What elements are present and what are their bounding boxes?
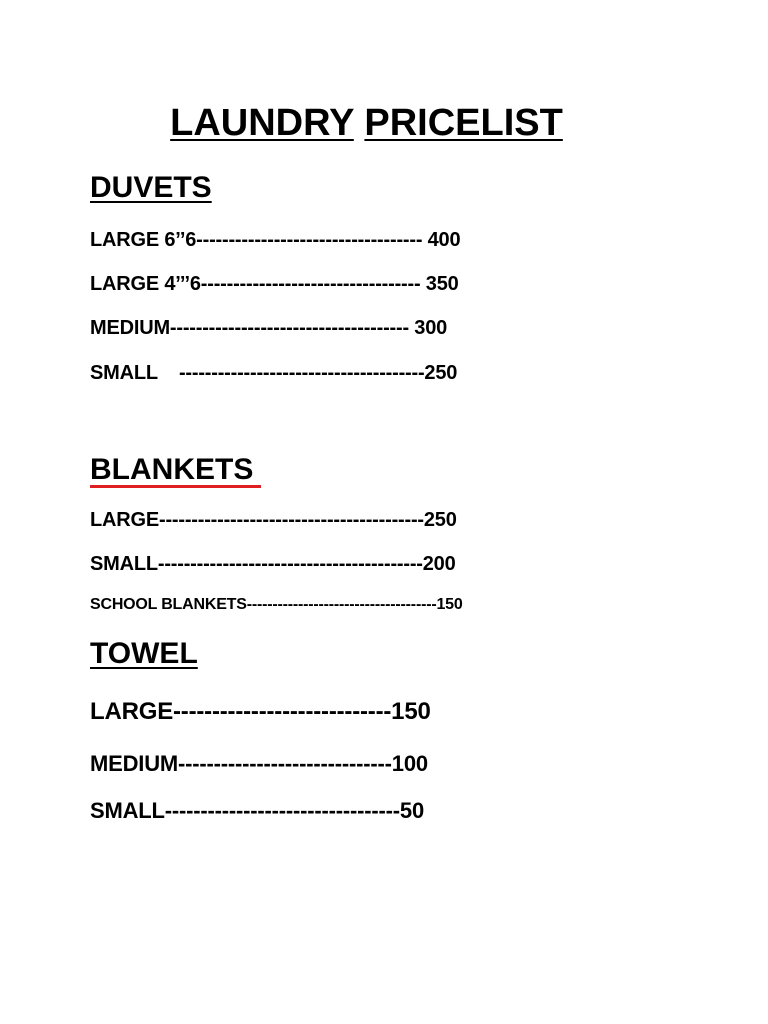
towel-heading-text: TOWEL <box>90 637 198 670</box>
blankets-item-large: LARGE-----------------------------------------250 <box>90 509 457 531</box>
duvets-item-large-4-6: LARGE 4’’’6---------------------------------- 350 <box>90 273 459 295</box>
towel-item-large: LARGE----------------------------150 <box>90 698 431 725</box>
duvets-item-small: SMALL --------------------------------------250 <box>90 362 458 384</box>
section-heading-blankets <box>90 452 261 488</box>
duvets-heading-text: DUVETS <box>90 171 212 204</box>
towel-item-medium: MEDIUM------------------------------100 <box>90 751 428 776</box>
blankets-heading-text: BLANKETS <box>90 455 261 488</box>
blankets-item-small: SMALL-----------------------------------------200 <box>90 553 456 575</box>
title-word-laundry: LAUNDRY <box>170 102 354 144</box>
towel-item-small: SMALL---------------------------------50 <box>90 798 424 823</box>
blankets-item-school-blankets: SCHOOL BLANKETS-------------------------------------150 <box>90 596 463 613</box>
section-heading-towel <box>90 636 198 672</box>
title-word-pricelist: PRICELIST <box>364 102 563 144</box>
section-heading-duvets <box>90 170 212 206</box>
duvets-item-large-6-6: LARGE 6’’6----------------------------------- 400 <box>90 229 461 251</box>
page-title <box>0 100 733 146</box>
duvets-item-medium: MEDIUM------------------------------------- 300 <box>90 317 448 339</box>
